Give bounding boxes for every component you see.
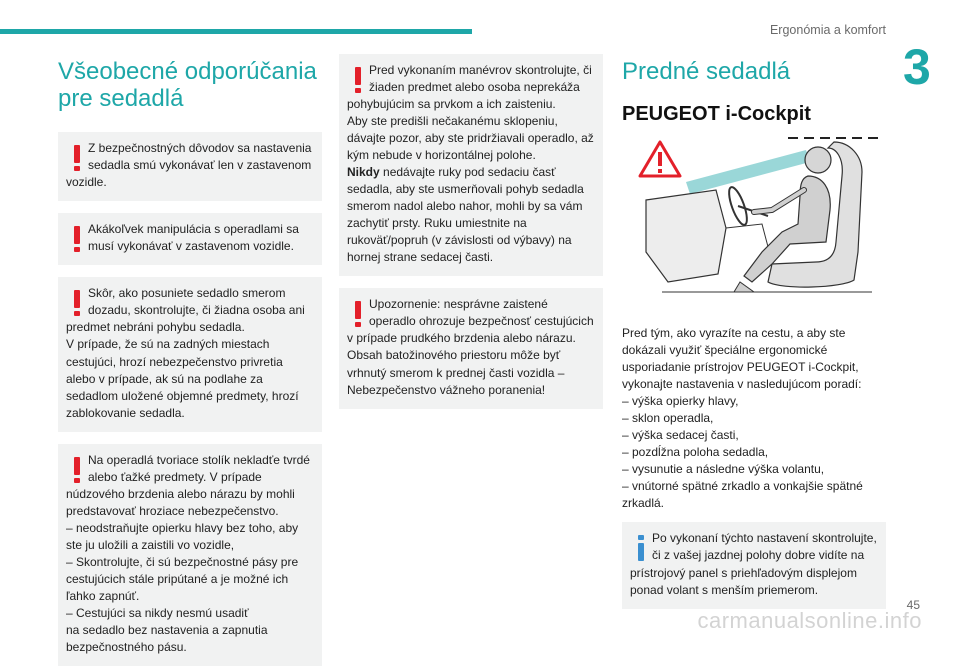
chapter-number: 3 — [903, 39, 931, 95]
warning-text: – Skontrolujte, či sú bezpečnostné pásy pre cestujúcich stále pripútané a je možné ich ľahko zapnúť. — [66, 554, 299, 603]
section-heading-front-seats: Predné sedadlá — [622, 58, 791, 85]
page-number: 45 — [906, 598, 920, 612]
warning-box — [58, 213, 322, 265]
info-icon — [634, 534, 648, 562]
warning-text: Skôr, ako posuniete sedadlo smerom dozadu, skontrolujte, či žiadna osoba ani predmet nebráni pohybu sedadla. — [66, 286, 305, 335]
warning-box — [58, 132, 322, 201]
column-warnings-continued — [339, 54, 603, 409]
subheading-i-cockpit: PEUGEOT i-Cockpit — [622, 103, 811, 126]
adjustment-step: – vnútorné spätné zrkadlo a vonkajšie spätné zrkadlá. — [622, 479, 863, 511]
header-accent-bar — [0, 29, 472, 34]
warning-text — [347, 164, 595, 266]
warning-box — [58, 277, 322, 431]
warning-text-continued: nedávajte ruky pod sedaciu časť sedadla, aby ste usmerňovali pohyb sedadla smerom nadol alebo nahor, mohli by sa vám zachytiť prsty. Ruku umiestnite na rukoväť/popruh (v závislosti od výbavy) na hornej strane sedacej časti. — [347, 165, 584, 265]
warning-text: Na operadlá tvoriace stolík nekladťe tvrdé alebo ťažké predmety. V prípade núdzového brzdenia alebo nárazu by mohli predstavovať hroziace nebezpečenstvo. — [66, 452, 310, 518]
warning-text: Z bezpečnostných dôvodov sa nastavenia sedadla smú vykonávať len v zastavenom vozidle. — [66, 141, 312, 190]
warning-text: Upozornenie: nesprávne zaistené operadlo ohrozuje bezpečnosť cestujúcich v prípade prudkého brzdenia alebo nárazu. — [347, 297, 594, 346]
warning-box — [58, 444, 322, 666]
warnings-list — [58, 132, 322, 666]
adjustment-steps-list — [622, 393, 886, 512]
warning-exclamation-icon — [351, 66, 365, 94]
warning-emphasis: Nikdy — [347, 165, 380, 180]
warning-text: na sedadlo bez nastavenia a zapnutia bezpečnostného pásu. — [66, 622, 268, 654]
warning-triangle-icon — [640, 142, 680, 176]
warning-text: Pred vykonaním manévrov skontrolujte, či žiaden predmet alebo osoba neprekáža pohybujúcim sa prvkom a ich zaisteniu. — [347, 63, 592, 112]
adjustment-step: – vysunutie a následne výška volantu, — [622, 462, 825, 477]
warning-box-manoeuvres — [339, 54, 603, 276]
intro-text: Pred tým, ako vyrazíte na cestu, a aby ste dokázali využiť špeciálne ergonomické usporiadanie prístrojov PEUGEOT i-Cockpit, vykonajte nastavenia v nasledujúcom poradí: — [622, 326, 862, 392]
warning-exclamation-icon — [70, 456, 84, 484]
adjustment-step: – výška sedacej časti, — [622, 428, 739, 443]
adjustment-instructions — [622, 325, 886, 512]
warning-exclamation-icon — [70, 225, 84, 253]
watermark: carmanualsonline.info — [697, 608, 922, 633]
driver-seating-illustration — [622, 132, 886, 312]
adjustment-step: – sklon operadla, — [622, 411, 714, 426]
info-box-check-visibility — [622, 522, 886, 608]
warning-exclamation-icon — [351, 300, 365, 328]
warning-text: Akákoľvek manipulácia s operadlami sa musí vykonávať v zastavenom vozidle. — [88, 222, 299, 254]
warning-exclamation-icon — [70, 289, 84, 317]
warning-text: V prípade, že sú na zadných miestach cestujúci, hrozí nebezpečenstvo privretia alebo v prípade, ak sú na podlahe za sedadlom uložené objemné predmety, hrozí zablokovanie sedadla. — [66, 337, 299, 420]
chapter-title: Ergonómia a komfort — [769, 23, 886, 37]
warning-exclamation-icon — [70, 144, 84, 172]
warning-text: – Cestujúci sa nikdy nesmú usadiť — [66, 605, 249, 620]
section-heading-general: Všeobecné odporúčania pre sedadlá — [58, 58, 317, 113]
column-general-recommendations — [58, 58, 322, 666]
warning-text: Obsah batožinového priestoru môže byť vrhnutý smerom k prednej časti vozidla – Nebezpečenstvo vážneho poranenia! — [347, 348, 565, 397]
warning-box-backrest — [339, 288, 603, 408]
column-front-seats — [622, 58, 886, 609]
warning-text: Aby ste predišli nečakanému sklopeniu, dávajte pozor, aby ste pridržiavali operadlo, až kým nebude v horizontálnej polohe. — [347, 114, 594, 163]
warning-text: – neodstraňujte opierku hlavy bez toho, aby ste ju uložili a zaistili vo vozidle, — [66, 520, 299, 552]
adjustment-step: – pozdĺžna poloha sedadla, — [622, 445, 769, 460]
adjustment-step: – výška opierky hlavy, — [622, 394, 739, 409]
info-text: Po vykonaní týchto nastavení skontrolujte, či z vašej jazdnej polohy dobre vidíte na prístrojový panel s priehľadovým displejom ponad volant s menším priemerom. — [630, 531, 877, 597]
